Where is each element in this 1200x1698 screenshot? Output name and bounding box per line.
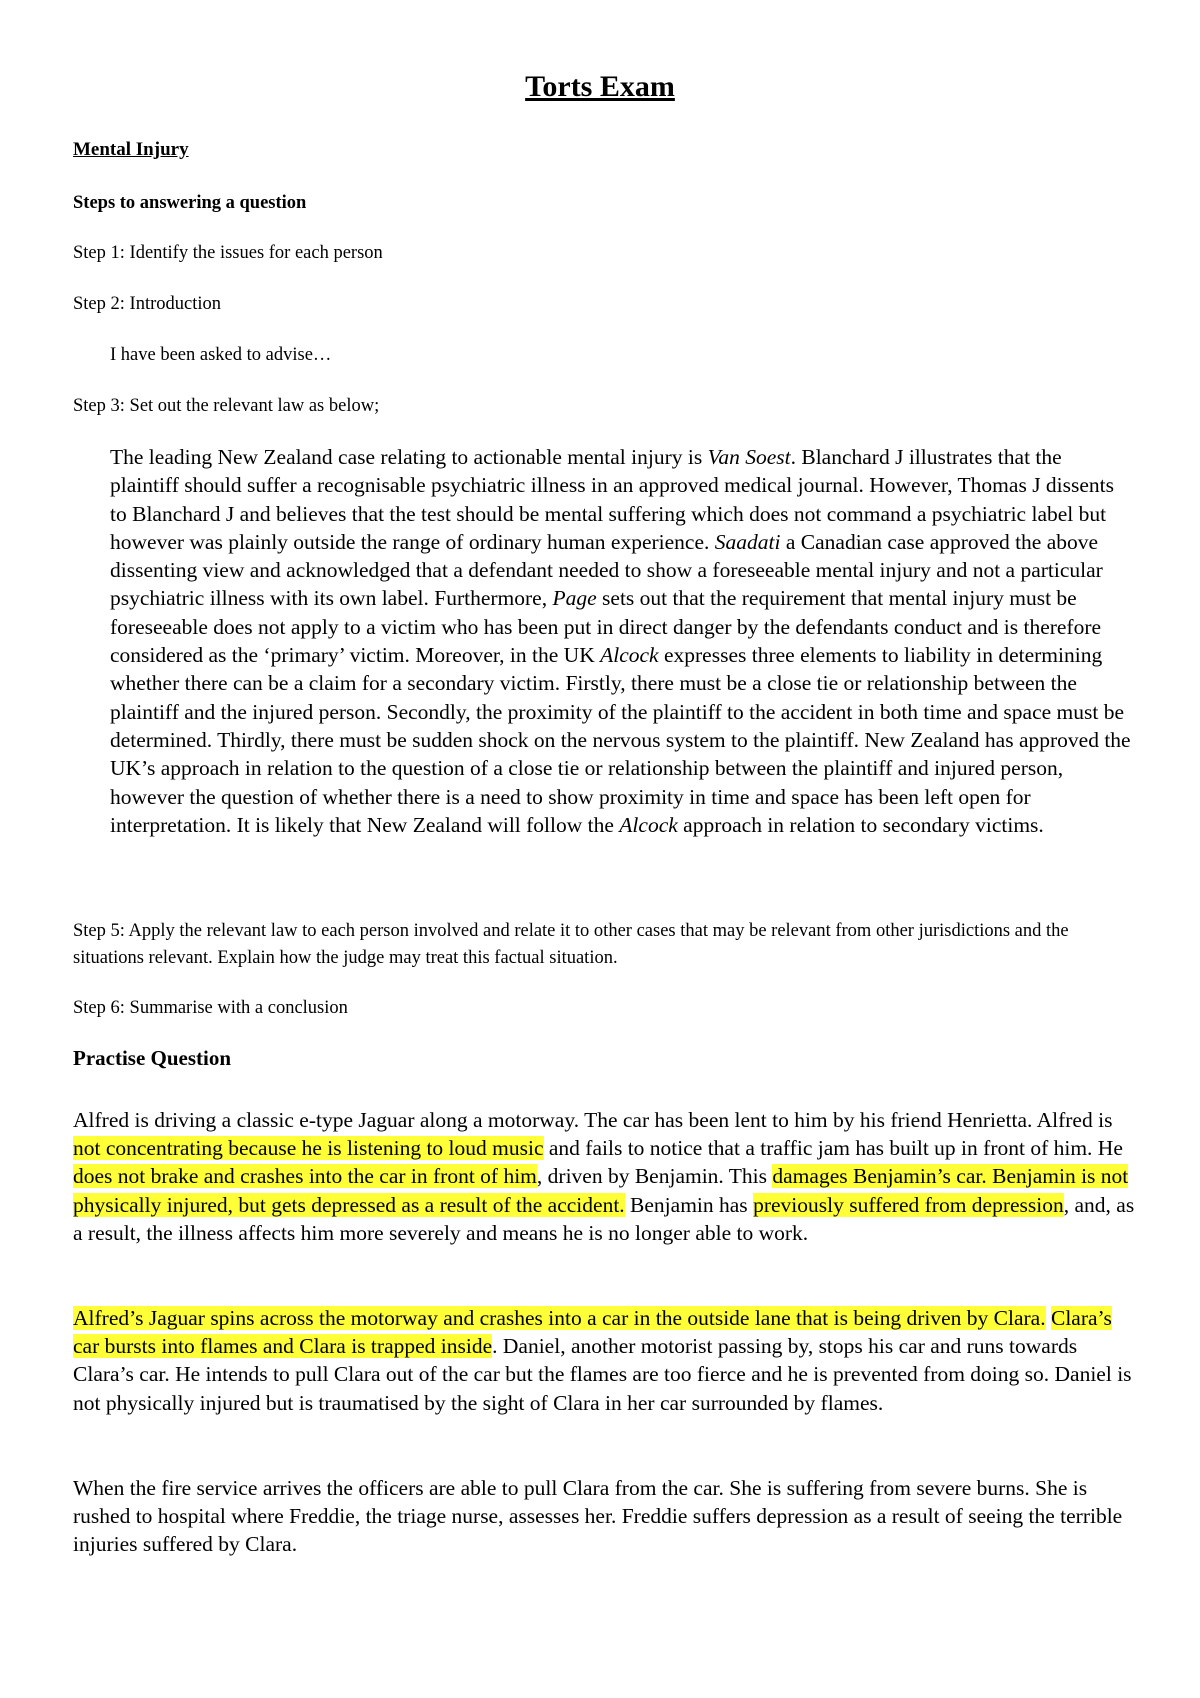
law-text: sets out that the requirement that mental injury must be foreseeable does not apply to a victim who has been put in direct danger by the defendants conduct and is therefore considered as the ‘primary’ victim. Moreover, in the UK <box>110 586 1102 668</box>
question-paragraph-1 <box>73 1106 1143 1247</box>
question-paragraph-3: When the fire service arrives the officers are able to pull Clara from the car. She is suffering from severe burns. She is rushed to hospital where Freddie, the triage nurse, assesses her. Freddie suffers depression as a result of seeing the terrible injuries suffered by Clara. <box>73 1476 1123 1557</box>
law-paragraph <box>110 443 1135 839</box>
highlighted-text: damages Benjamin’s car. Benjamin is not physically injured, but gets depressed as a result of the accident. <box>73 1164 1129 1217</box>
question-text: and fails to notice that a traffic jam has built up in front of him. He <box>543 1136 1123 1161</box>
question-text: Benjamin has <box>624 1192 754 1217</box>
law-text: approach in relation to secondary victims. <box>677 812 1044 837</box>
highlighted-text: Alfred’s Jaguar spins across the motorway and crashes into a car in the outside lane that is being driven by Clara. <box>73 1306 1046 1330</box>
law-text: . Blanchard J illustrates that the plaintiff should suffer a recognisable psychiatric illness in an approved medical journal. However, Thomas J dissents to Blanchard J and believes that the test should be mental suffering which does not command a psychiatric label but however was plainly outside the range of ordinary human experience. <box>110 445 1115 554</box>
case-name: Saadati <box>714 529 781 554</box>
question-text: , driven by Benjamin. This <box>536 1164 773 1189</box>
case-name: Alcock <box>600 643 659 668</box>
highlighted-text: does not brake and crashes into the car in front of him <box>73 1164 537 1189</box>
practise-question-heading: Practise Question <box>73 1046 232 1070</box>
steps-heading: Steps to answering a question <box>73 193 307 213</box>
law-text: The leading New Zealand case relating to actionable mental injury is <box>110 445 708 469</box>
step-2: Step 2: Introduction <box>73 294 221 314</box>
law-text: a Canadian case approved the above dissenting view and acknowledged that a defendant needed to show a foreseeable mental injury and not a particular psychiatric illness with its own label. Furthermore, <box>110 529 1103 611</box>
question-text: Alfred is driving a classic e-type Jaguar along a motorway. The car has been lent to him by his friend Henrietta. Alfred is <box>73 1108 1113 1132</box>
highlighted-text: Clara’s car bursts into flames and Clara is trapped inside <box>73 1306 1112 1359</box>
step-3: Step 3: Set out the relevant law as below; <box>73 396 380 416</box>
step-6: Step 6: Summarise with a conclusion <box>73 998 348 1018</box>
highlighted-text: not concentrating because he is listening to loud music <box>73 1136 544 1161</box>
highlighted-text: previously suffered from depression <box>753 1192 1064 1217</box>
section-heading: Mental Injury <box>73 139 189 160</box>
document-title: Torts Exam <box>525 70 675 103</box>
law-text: expresses three elements to liability in determining whether there can be a claim for a secondary victim. Firstly, there must be a close tie or relationship between the plaintiff and the injured person. Secondly, the proximity of the plaintiff to the accident in both time and space must be determined. Thirdly, there must be sudden shock on the nervous system to the plaintiff. New Zealand has approved the UK’s approach in relation to the question of a close tie or relationship between the plaintiff and injured person, however the question of whether there is a need to show proximity in time and space has been left open for interpretation. It is likely that New Zealand will follow the <box>110 643 1131 837</box>
question-text: . Daniel, another motorist passing by, stops his car and runs towards Clara’s car. He intends to pull Clara out of the car but the flames are too fierce and he is prevented from doing so. Daniel is not physically injured but is traumatised by the sight of Clara in her car surrounded by flames. <box>73 1334 1132 1415</box>
step-1: Step 1: Identify the issues for each person <box>73 243 383 263</box>
question-paragraph-2 <box>73 1304 1143 1417</box>
case-name: Page <box>552 586 597 611</box>
step-5: Step 5: Apply the relevant law to each person involved and relate it to other cases that may be relevant from other jurisdictions and the situations relevant. Explain how the judge may treat this factual situation. <box>73 921 1069 968</box>
case-name: Alcock <box>619 812 678 837</box>
question-text: , and, as a result, the illness affects him more severely and means he is no longer able to work. <box>73 1192 1135 1245</box>
case-name: Van Soest <box>707 445 791 469</box>
step-2-sub: I have been asked to advise… <box>110 345 332 365</box>
